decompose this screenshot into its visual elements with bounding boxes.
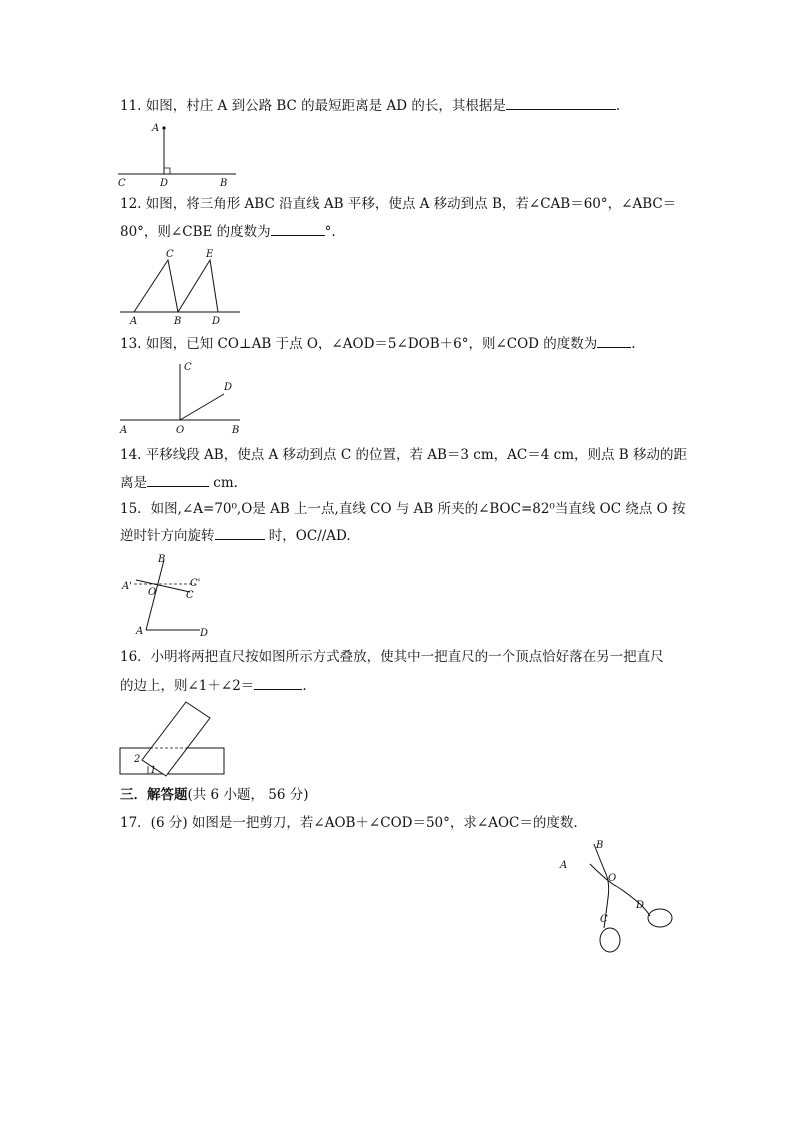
answer-blank (597, 334, 631, 348)
answer-blank (271, 222, 325, 236)
question-15-line2 (120, 526, 351, 545)
question-17: 17．(6 分) 如图是一把剪刀，若∠AOB＋∠COD＝50°，求∠AOC＝的度数. (120, 815, 578, 831)
question-15-line1: 15．如图,∠A=70⁰,O是 AB 上一点,直线 CO 与 AB 所夹的∠BOC=82⁰当直线 OC 绕点 O 按 (120, 501, 686, 517)
figure-q16 (116, 698, 236, 780)
label-D: D (212, 316, 221, 327)
section-title: 三．解答题 (120, 787, 188, 803)
figure-q13 (112, 358, 252, 438)
label-A: A (560, 860, 568, 871)
label-A: A (120, 425, 128, 436)
section-heading (120, 786, 308, 804)
label-D: D (636, 900, 645, 911)
question-14-line2 (120, 473, 238, 492)
label-B: B (220, 178, 228, 189)
answer-blank (254, 676, 302, 690)
label-D: D (200, 628, 209, 639)
q11-end: . (615, 98, 621, 114)
figure-q15 (112, 552, 222, 642)
question-11 (120, 96, 620, 115)
label-B: B (232, 425, 240, 436)
q15-end: 时，OC//AD. (264, 528, 351, 544)
figure-q11 (112, 118, 242, 188)
label-B: B (596, 840, 604, 851)
q15-text: 逆时针方向旋转 (120, 528, 215, 544)
question-12-line2 (120, 222, 336, 241)
q12-text: 80°，则∠CBE 的度数为 (120, 224, 271, 240)
answer-blank (147, 473, 209, 487)
label-C: C (186, 590, 194, 601)
label-B: B (158, 554, 166, 565)
label-C: C (166, 249, 174, 260)
q14-text: 离是 (120, 475, 147, 491)
question-12-line1: 12. 如图，将三角形 ABC 沿直线 AB 平移，使点 A 移动到点 B，若∠CAB＝60°，∠ABC＝ (120, 196, 677, 212)
q16-end: . (302, 678, 307, 694)
label-A: A (136, 626, 144, 637)
q11-text: 11. 如图，村庄 A 到公路 BC 的最短距离是 AD 的长，其根据是 (120, 98, 506, 114)
label-O: O (176, 425, 185, 436)
label-B: B (174, 316, 182, 327)
question-13 (120, 334, 636, 353)
label-A: A (130, 316, 138, 327)
q14-end: cm. (209, 475, 238, 491)
label-E: E (206, 249, 214, 260)
figure-q12 (112, 246, 252, 328)
label-D: D (224, 382, 233, 393)
figure-q17-scissors (556, 834, 681, 962)
label-O: O (608, 873, 617, 884)
label-O: O (148, 587, 157, 598)
q12-end: °. (324, 224, 336, 240)
question-14-line1: 14. 平移线段 AB，使点 A 移动到点 C 的位置，若 AB＝3 cm，AC＝4 cm，则点 B 移动的距 (120, 447, 687, 463)
section-note: (共 6 小题， 56 分) (187, 787, 309, 803)
label-C: C (118, 178, 126, 189)
q13-text: 13. 如图，已知 CO⊥AB 于点 O，∠AOD＝5∠DOB＋6°，则∠COD 的度数为 (120, 336, 598, 352)
answer-blank (215, 526, 265, 540)
label-D: D (160, 178, 169, 189)
question-16-line1: 16．小明将两把直尺按如图所示方式叠放，使其中一把直尺的一个顶点恰好落在另一把直尺 (120, 649, 664, 665)
label-A-prime: A' (122, 581, 132, 592)
q16-text: 的边上，则∠1＋∠2＝ (120, 678, 255, 694)
question-16-line2 (120, 676, 307, 695)
label-C: C (600, 914, 608, 925)
label-A: A (152, 123, 160, 134)
angle-1-label: 1 (150, 765, 157, 776)
label-C-prime: C' (190, 578, 201, 589)
label-C: C (184, 362, 192, 373)
answer-blank (506, 96, 616, 110)
angle-2-label: 2 (134, 754, 141, 765)
q13-end: . (631, 336, 636, 352)
